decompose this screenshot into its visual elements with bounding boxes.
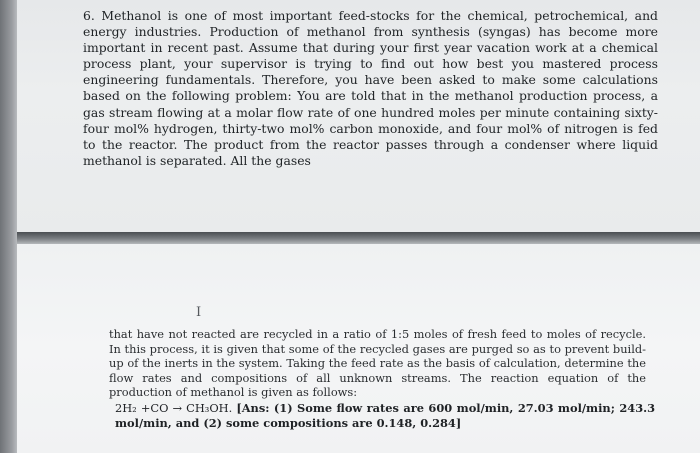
answer-text: [Ans: (1) Some flow rates are 600 mol/min, 27.03 mol/min; 243.3 mol/min, and (2) some compositions are 0.148, 0.284]	[115, 401, 656, 431]
page-divider	[17, 232, 700, 244]
question-paragraph-top	[83, 8, 658, 169]
question-paragraph-bottom	[109, 327, 646, 400]
question-text-top: 6. Methanol is one of most important feed-stocks for the chemical, petrochemical, and energy industries. Production of methanol from synthesis (syngas) has become more important in recent past. Assume that during your first year vacation work at a chemical process plant, your supervisor is trying to find out how best you mastered process engineering fundamentals. Therefore, you have been asked to make some calculations based on the following problem: You are told that in the methanol production process, a gas stream flowing at a molar flow rate of one hundred moles per minute containing sixty-four mol% hydrogen, thirty-two mol% carbon monoxide, and four mol% of nitrogen is fed to the reactor. The product from the reactor passes through a condenser where liquid methanol is separated. All the gases	[83, 8, 658, 168]
reaction-equation: 2H₂ +CO → CH₃OH.	[115, 401, 233, 415]
equation-and-answer	[115, 401, 655, 431]
question-text-bottom: that have not reacted are recycled in a ratio of 1:5 moles of fresh feed to moles of recycle. In this process, it is given that some of the recycled gases are purged so as to prevent build-up of the inerts in the system. Taking the feed rate as the basis of calculation, determine the flow rates and compositions of all unknown streams. The reaction equation of the production of methanol is given as follows:	[109, 327, 646, 400]
answer-line	[115, 401, 655, 431]
page-edge-shadow	[0, 0, 17, 453]
text-cursor-icon: I	[196, 305, 202, 320]
